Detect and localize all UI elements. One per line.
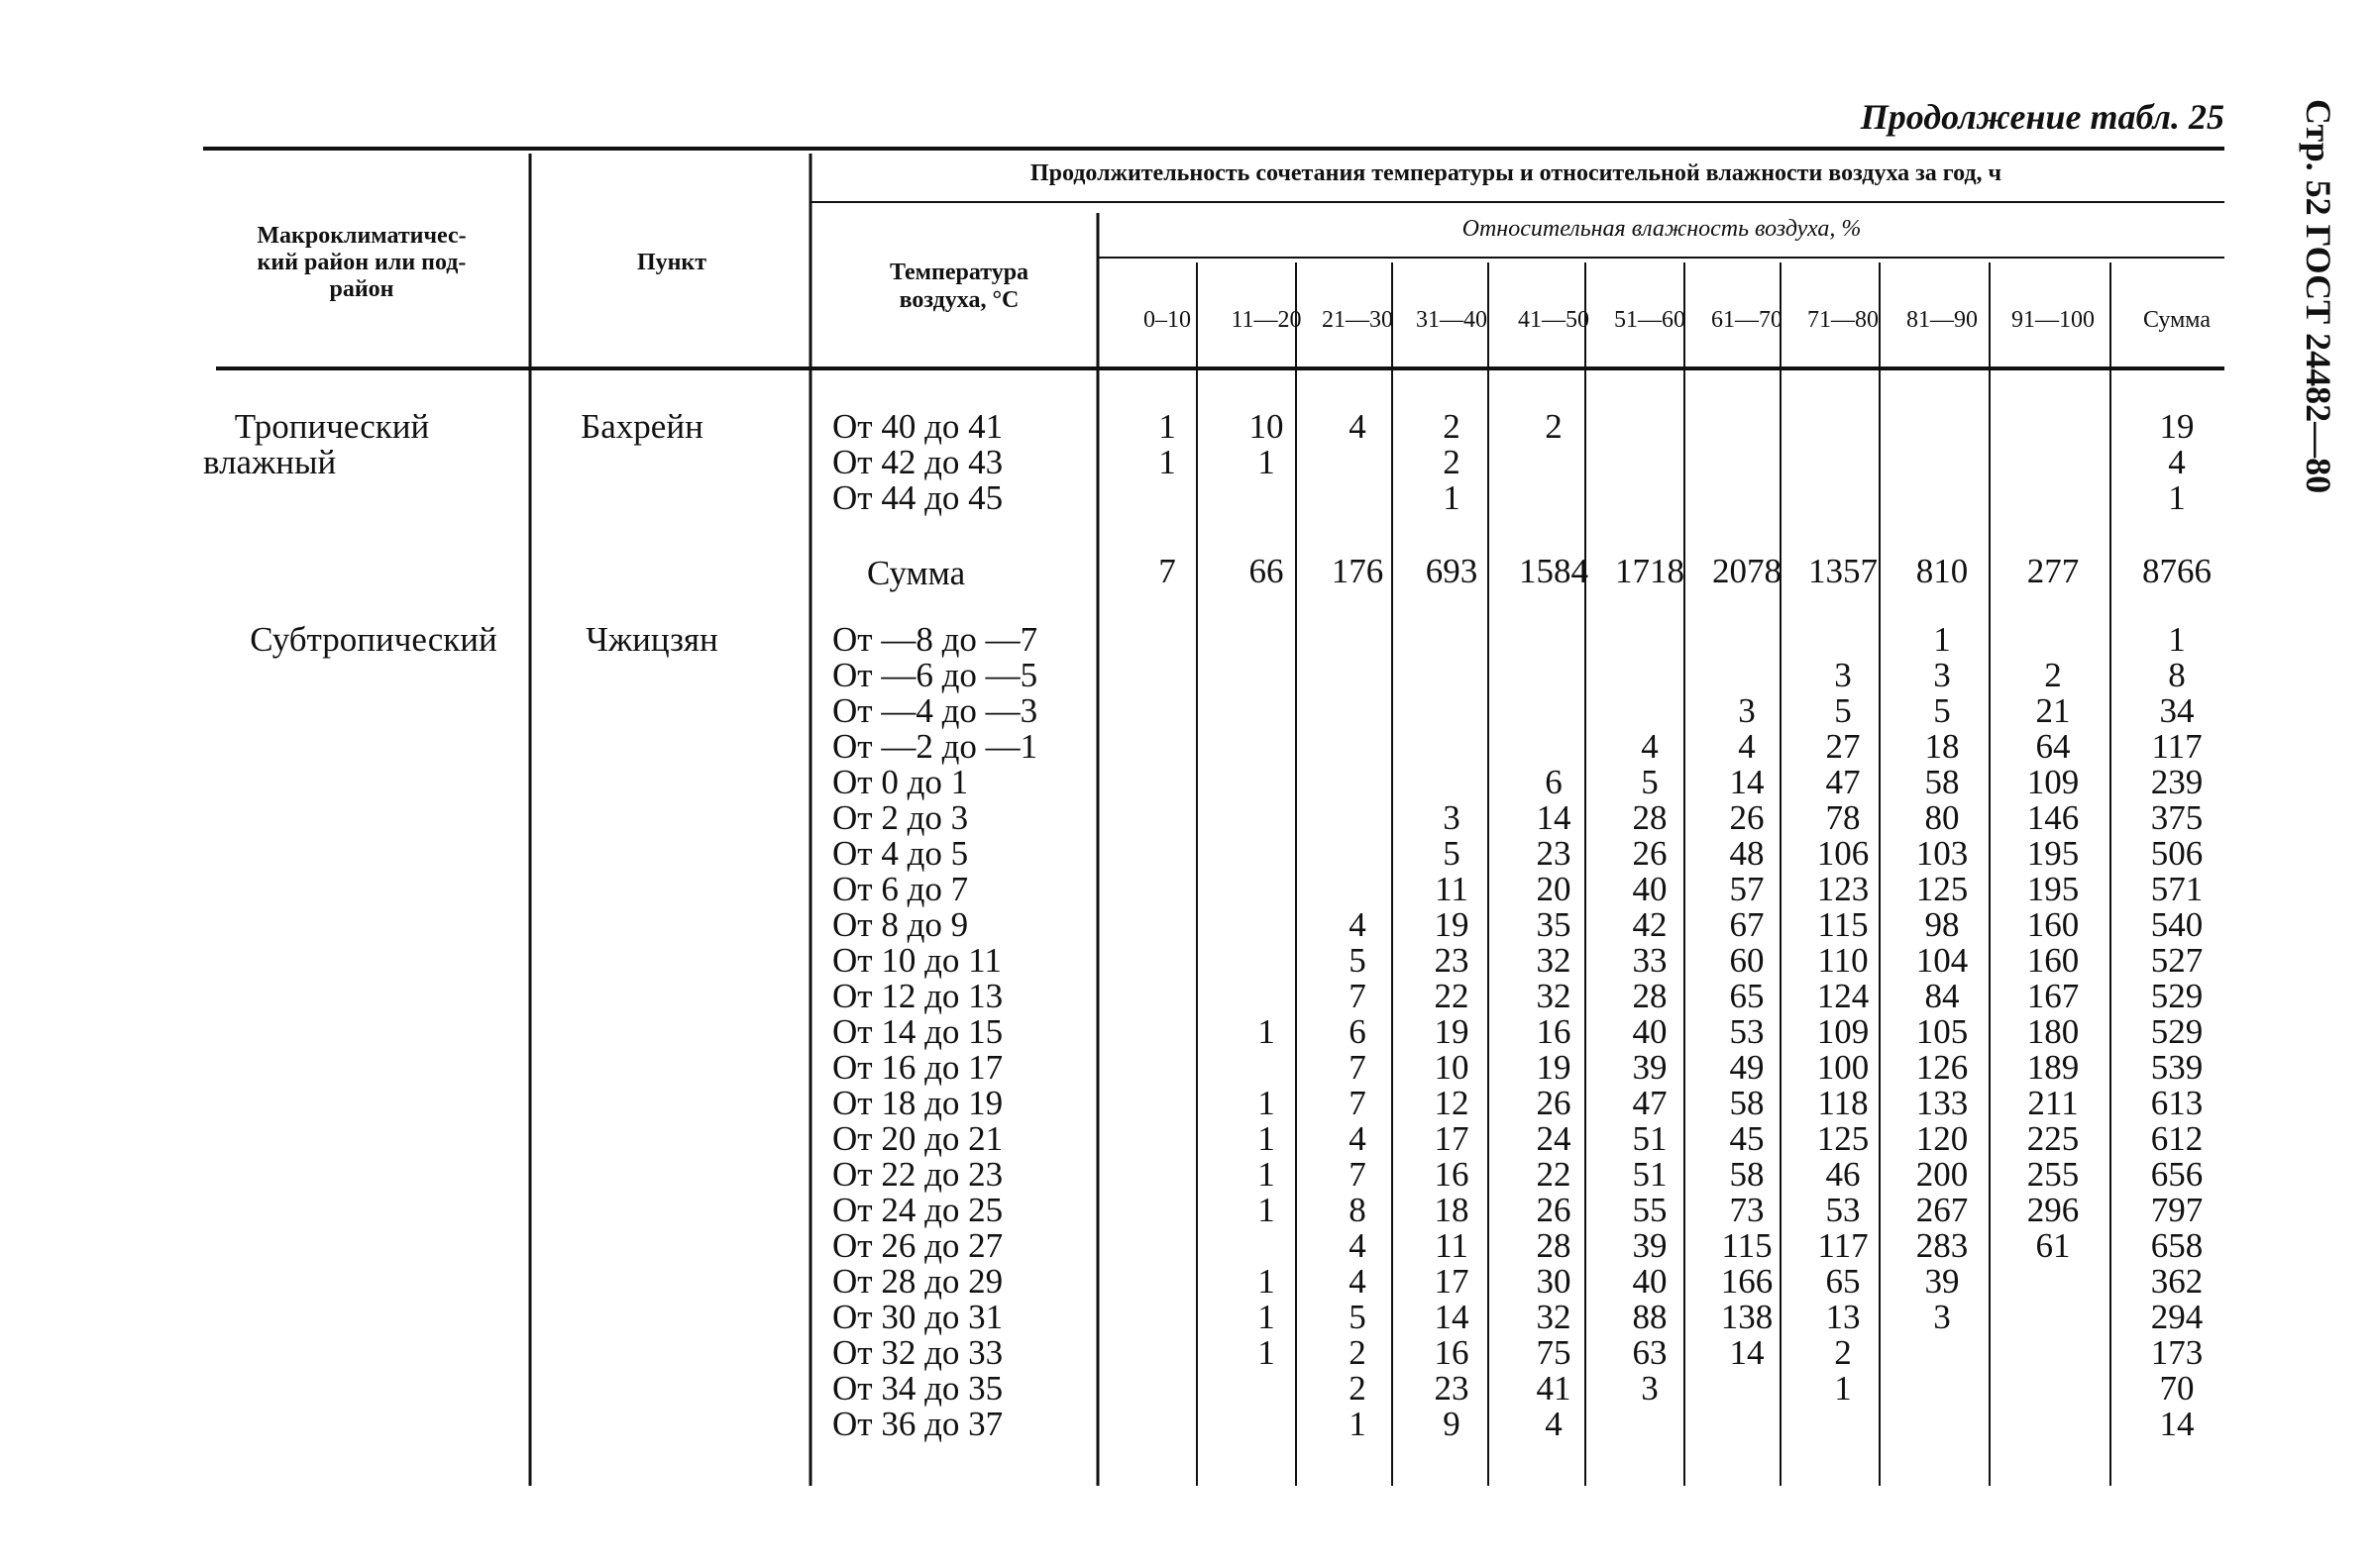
table-cell: 1 [1349, 1405, 1366, 1443]
table-cell: 58 [1729, 1084, 1765, 1122]
total-cell: 810 [1915, 552, 1969, 590]
table-cell: 18 [1924, 727, 1960, 766]
table-cell: 64 [2035, 727, 2071, 766]
table-cell: 58 [1729, 1155, 1765, 1194]
table-cell: 41 [1536, 1369, 1571, 1408]
temperature-range: От 40 до 41 [832, 407, 1004, 446]
table-cell: 55 [1632, 1191, 1668, 1229]
table-cell: 88 [1632, 1298, 1668, 1336]
table-cell: 109 [1816, 1012, 1870, 1051]
table-cell: 120 [1915, 1119, 1969, 1158]
table-cell: 7 [1349, 1084, 1366, 1122]
table-cell: 19 [1536, 1048, 1571, 1087]
temperature-range: От 6 до 7 [832, 870, 969, 908]
table-cell: 100 [1816, 1048, 1870, 1087]
column-header: 91—100 [2011, 307, 2095, 333]
table-cell: 195 [2026, 870, 2080, 908]
table-cell: 2 [1443, 443, 1460, 481]
table-cell: 4 [1349, 1119, 1366, 1158]
table-cell: 39 [1632, 1226, 1668, 1265]
table-cell: 10 [1434, 1048, 1469, 1087]
temperature-range: От —6 до —5 [832, 656, 1038, 694]
table-cell: 40 [1632, 1012, 1668, 1051]
table-cell: 42 [1632, 905, 1668, 944]
table-cell: 3 [1738, 691, 1756, 730]
table-cell: 17 [1434, 1119, 1469, 1158]
point-name: Чжицзян [586, 620, 718, 659]
temperature-range: От 28 до 29 [832, 1262, 1004, 1301]
temperature-range: От 18 до 19 [832, 1084, 1004, 1122]
table-cell: 125 [1915, 870, 1969, 908]
table-cell: 48 [1729, 834, 1765, 873]
table-cell: 1 [1257, 1084, 1275, 1122]
table-cell: 24 [1536, 1119, 1571, 1158]
point-header: Пункт [636, 250, 707, 275]
table-cell: 4 [1349, 905, 1366, 944]
table-cell: 3 [1641, 1369, 1659, 1408]
table-cell: 14 [1536, 798, 1571, 837]
table-cell: 133 [1915, 1084, 1969, 1122]
column-header: 61—70 [1711, 307, 1782, 333]
table-cell: 1 [1257, 1191, 1275, 1229]
column-header: 0–10 [1143, 307, 1191, 333]
table-cell: 4 [1349, 1226, 1366, 1265]
table-cell: 65 [1729, 977, 1765, 1015]
region-header-line-1: Макроклиматичес- [257, 223, 467, 249]
table-cell: 1 [1158, 443, 1176, 481]
table-cell: 7 [1349, 1048, 1366, 1087]
table-cell: 47 [1632, 1084, 1668, 1122]
table-body [203, 407, 2212, 1443]
table-cell: 613 [2150, 1084, 2204, 1122]
table-cell: 53 [1825, 1191, 1861, 1229]
humidity-header: Относительная влажность воздуха, % [1461, 216, 1862, 242]
table-cell: 529 [2150, 977, 2204, 1015]
table-cell: 2 [1349, 1333, 1366, 1372]
temperature-range: От 36 до 37 [832, 1405, 1004, 1443]
table-cell: 571 [2150, 870, 2204, 908]
table-cell: 80 [1924, 798, 1960, 837]
table-cell: 1 [2168, 620, 2186, 659]
table-cell: 539 [2150, 1048, 2204, 1087]
table-cell: 75 [1536, 1333, 1571, 1372]
table-cell: 19 [1434, 905, 1469, 944]
table-cell: 10 [1248, 407, 1284, 446]
table-cell: 19 [1434, 1012, 1469, 1051]
temperature-header-line-2: воздуха, °С [899, 287, 1020, 313]
region-name: Субтропический [250, 620, 497, 659]
table-cell: 46 [1825, 1155, 1861, 1194]
temperature-range: От 44 до 45 [832, 478, 1004, 517]
temperature-range: От 2 до 3 [832, 798, 969, 837]
table-cell: 2 [1349, 1369, 1366, 1408]
table-cell: 57 [1729, 870, 1765, 908]
table-cell: 73 [1729, 1191, 1765, 1229]
total-cell: 2078 [1712, 552, 1782, 590]
table-cell: 4 [2168, 443, 2186, 481]
table-cell: 9 [1443, 1405, 1460, 1443]
temperature-range: От 16 до 17 [832, 1048, 1004, 1087]
table-cell: 118 [1817, 1084, 1869, 1122]
table-cell: 40 [1632, 1262, 1668, 1301]
region-name: влажный [203, 443, 337, 481]
table-cell: 180 [2026, 1012, 2080, 1051]
temperature-range: От 0 до 1 [832, 763, 969, 801]
table-cell: 22 [1434, 977, 1469, 1015]
column-header: 11—20 [1231, 307, 1302, 333]
table-cell: 1 [2168, 478, 2186, 517]
point-name: Бахрейн [581, 407, 703, 446]
table-cell: 4 [1349, 1262, 1366, 1301]
table-cell: 5 [1641, 763, 1659, 801]
table-cell: 173 [2150, 1333, 2204, 1372]
table-cell: 16 [1434, 1155, 1469, 1194]
table-cell: 14 [1729, 763, 1765, 801]
table-cell: 656 [2150, 1155, 2204, 1194]
total-cell: 8766 [2142, 552, 2212, 590]
table-cell: 6 [1545, 763, 1563, 801]
temperature-range: От —4 до —3 [832, 691, 1038, 730]
total-cell: 176 [1331, 552, 1384, 590]
table-cell: 126 [1915, 1048, 1969, 1087]
table-cell: 47 [1825, 763, 1861, 801]
total-cell: 277 [2026, 552, 2080, 590]
table-cell: 35 [1536, 905, 1571, 944]
table-cell: 109 [2026, 763, 2080, 801]
table-cell: 51 [1632, 1155, 1668, 1194]
table-cell: 167 [2026, 977, 2080, 1015]
table-cell: 28 [1536, 1226, 1571, 1265]
table-cell: 239 [2150, 763, 2204, 801]
table-cell: 105 [1915, 1012, 1969, 1051]
table-cell: 797 [2150, 1191, 2204, 1229]
total-cell: 66 [1248, 552, 1284, 590]
table-cell: 294 [2150, 1298, 2204, 1336]
table-cell: 4 [1641, 727, 1659, 766]
table-cell: 612 [2150, 1119, 2204, 1158]
table-cell: 5 [1834, 691, 1852, 730]
table-cell: 125 [1816, 1119, 1870, 1158]
table-cell: 14 [1729, 1333, 1765, 1372]
table-cell: 1 [1257, 1333, 1275, 1372]
table-cell: 26 [1632, 834, 1668, 873]
table-cell: 40 [1632, 870, 1668, 908]
table-cell: 67 [1729, 905, 1765, 944]
table-cell: 49 [1729, 1048, 1765, 1087]
table-cell: 19 [2159, 407, 2195, 446]
table-cell: 2 [1545, 407, 1563, 446]
table-cell: 267 [1915, 1191, 1969, 1229]
table-cell: 1 [1443, 478, 1460, 517]
column-header: 81—90 [1906, 307, 1978, 333]
temperature-range: От —2 до —1 [832, 727, 1038, 766]
temperature-range: От 26 до 27 [832, 1226, 1004, 1265]
table-cell: 84 [1924, 977, 1960, 1015]
table-cell: 160 [2026, 905, 2080, 944]
table-cell: 11 [1435, 1226, 1468, 1265]
temperature-range: От 30 до 31 [832, 1298, 1004, 1336]
table-cell: 138 [1720, 1298, 1774, 1336]
continuation-caption: Продолжение табл. 25 [1860, 97, 2224, 137]
table-cell: 13 [1825, 1298, 1861, 1336]
table-cell: 58 [1924, 763, 1960, 801]
temperature-range: От 10 до 11 [832, 941, 1002, 980]
table-cell: 7 [1349, 977, 1366, 1015]
table-cell: 23 [1434, 1369, 1469, 1408]
table-cell: 225 [2026, 1119, 2080, 1158]
table-cell: 1 [1257, 1262, 1275, 1301]
table-cell: 115 [1721, 1226, 1773, 1265]
table-cell: 117 [1817, 1226, 1869, 1265]
total-cell: 1584 [1519, 552, 1588, 590]
table-cell: 34 [2159, 691, 2195, 730]
table-cell: 20 [1536, 870, 1571, 908]
table-cell: 8 [1349, 1191, 1366, 1229]
table-cell: 98 [1924, 905, 1960, 944]
table-cell: 70 [2159, 1369, 2195, 1408]
table-cell: 2 [1443, 407, 1460, 446]
table-cell: 45 [1729, 1119, 1765, 1158]
region-header-line-3: район [329, 276, 394, 302]
temperature-range: От 24 до 25 [832, 1191, 1004, 1229]
total-cell: 7 [1158, 552, 1176, 590]
table-cell: 17 [1434, 1262, 1469, 1301]
table-cell: 5 [1349, 1298, 1366, 1336]
table-cell: 1 [1257, 1298, 1275, 1336]
table-cell: 3 [1443, 798, 1460, 837]
table-cell: 189 [2026, 1048, 2080, 1087]
side-running-title: Стр. 52 ГОСТ 24482—80 [2299, 99, 2338, 494]
column-header: Сумма [2143, 307, 2211, 333]
column-header: 31—40 [1416, 307, 1487, 333]
table-cell: 14 [2159, 1405, 2195, 1443]
table-cell: 39 [1924, 1262, 1960, 1301]
temperature-header-line-1: Температура [889, 260, 1029, 285]
temperature-range: От 42 до 43 [832, 443, 1004, 481]
table-cell: 21 [2035, 691, 2071, 730]
table-cell: 4 [1738, 727, 1756, 766]
table-cell: 12 [1434, 1084, 1469, 1122]
table-cell: 160 [2026, 941, 2080, 980]
table-cell: 23 [1536, 834, 1571, 873]
duration-header: Продолжительность сочетания температуры и относительной влажности воздуха за год, ч [1029, 160, 2002, 186]
table-cell: 51 [1632, 1119, 1668, 1158]
total-cell: 1718 [1615, 552, 1684, 590]
table-cell: 4 [1545, 1405, 1563, 1443]
table-cell: 27 [1825, 727, 1861, 766]
table-cell: 3 [1933, 656, 1951, 694]
table-cell: 22 [1536, 1155, 1571, 1194]
table-cell: 362 [2150, 1262, 2204, 1301]
table-cell: 2 [1834, 1333, 1852, 1372]
temperature-range: От 14 до 15 [832, 1012, 1004, 1051]
total-cell: 693 [1425, 552, 1478, 590]
table-cell: 110 [1817, 941, 1869, 980]
table-cell: 195 [2026, 834, 2080, 873]
temperature-range: От —8 до —7 [832, 620, 1038, 659]
table-cell: 527 [2150, 941, 2204, 980]
table-cell: 658 [2150, 1226, 2204, 1265]
table-cell: 78 [1825, 798, 1861, 837]
table-cell: 104 [1915, 941, 1969, 980]
table-cell: 3 [1933, 1298, 1951, 1336]
table-cell: 200 [1915, 1155, 1969, 1194]
region-header-line-2: кий район или под- [257, 250, 467, 275]
table-cell: 65 [1825, 1262, 1861, 1301]
table-cell: 16 [1434, 1333, 1469, 1372]
table-cell: 61 [2035, 1226, 2071, 1265]
table-cell: 32 [1536, 977, 1571, 1015]
temperature-range: От 8 до 9 [832, 905, 969, 944]
table-cell: 26 [1729, 798, 1765, 837]
table-cell: 117 [2151, 727, 2203, 766]
table-cell: 529 [2150, 1012, 2204, 1051]
table-cell: 7 [1349, 1155, 1366, 1194]
temperature-range: От 20 до 21 [832, 1119, 1004, 1158]
table-cell: 23 [1434, 941, 1469, 980]
table-cell: 375 [2150, 798, 2204, 837]
table-cell: 60 [1729, 941, 1765, 980]
table-cell: 255 [2026, 1155, 2080, 1194]
table-cell: 1 [1933, 620, 1951, 659]
table-cell: 1 [1834, 1369, 1852, 1408]
table-cell: 1 [1257, 1012, 1275, 1051]
table-cell: 506 [2150, 834, 2204, 873]
column-header: 71—80 [1807, 307, 1879, 333]
table-cell: 4 [1349, 407, 1366, 446]
table-cell: 30 [1536, 1262, 1571, 1301]
temperature-range: От 34 до 35 [832, 1369, 1004, 1408]
table-cell: 26 [1536, 1084, 1571, 1122]
table-cell: 26 [1536, 1191, 1571, 1229]
table-cell: 63 [1632, 1333, 1668, 1372]
temperature-range: От 32 до 33 [832, 1333, 1004, 1372]
table-cell: 32 [1536, 941, 1571, 980]
table-cell: 6 [1349, 1012, 1366, 1051]
humidity-column-headers [1143, 307, 2211, 333]
table-cell: 166 [1720, 1262, 1774, 1301]
total-cell: 1357 [1808, 552, 1878, 590]
table-cell: 103 [1915, 834, 1969, 873]
table-cell: 32 [1536, 1298, 1571, 1336]
table-cell: 283 [1915, 1226, 1969, 1265]
region-name: Тропический [234, 407, 430, 446]
temperature-range: От 22 до 23 [832, 1155, 1004, 1194]
table-cell: 18 [1434, 1191, 1469, 1229]
table-cell: 39 [1632, 1048, 1668, 1087]
table-cell: 53 [1729, 1012, 1765, 1051]
total-label: Сумма [867, 554, 966, 592]
column-header: 41—50 [1518, 307, 1589, 333]
table-cell: 8 [2168, 656, 2186, 694]
table-cell: 16 [1536, 1012, 1571, 1051]
column-header: 51—60 [1614, 307, 1685, 333]
table-cell: 14 [1434, 1298, 1469, 1336]
table-cell: 146 [2026, 798, 2080, 837]
column-header: 21—30 [1322, 307, 1393, 333]
table-cell: 123 [1816, 870, 1870, 908]
table-cell: 124 [1816, 977, 1870, 1015]
table-cell: 3 [1834, 656, 1852, 694]
table-cell: 5 [1443, 834, 1460, 873]
table-cell: 2 [2044, 656, 2062, 694]
table-cell: 296 [2026, 1191, 2080, 1229]
temperature-range: От 4 до 5 [832, 834, 969, 873]
table-cell: 33 [1632, 941, 1668, 980]
table-cell: 1 [1158, 407, 1176, 446]
table-cell: 540 [2150, 905, 2204, 944]
table-cell: 211 [2027, 1084, 2079, 1122]
table-cell: 28 [1632, 798, 1668, 837]
table-cell: 106 [1816, 834, 1870, 873]
table-cell: 1 [1257, 443, 1275, 481]
table-cell: 28 [1632, 977, 1668, 1015]
table-cell: 115 [1817, 905, 1869, 944]
table-cell: 1 [1257, 1155, 1275, 1194]
table-cell: 11 [1435, 870, 1468, 908]
table-cell: 1 [1257, 1119, 1275, 1158]
temperature-range: От 12 до 13 [832, 977, 1004, 1015]
table-cell: 5 [1349, 941, 1366, 980]
table-cell: 5 [1933, 691, 1951, 730]
